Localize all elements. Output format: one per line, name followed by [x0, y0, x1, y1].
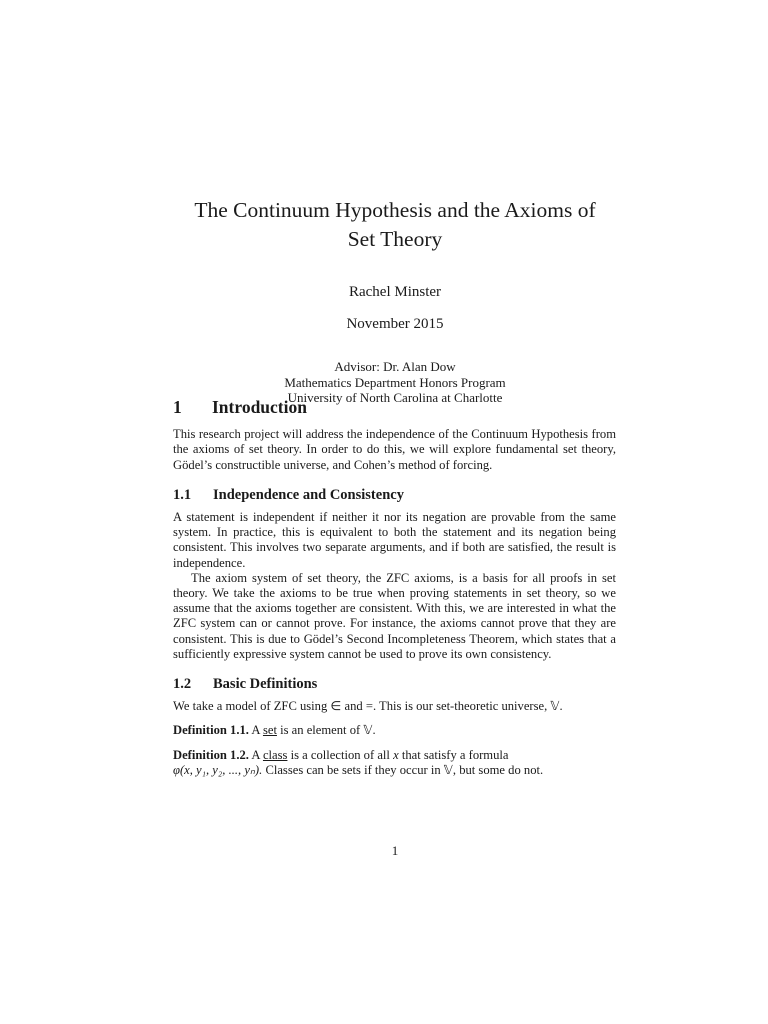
independence-paragraph-2: The axiom system of set theory, the ZFC axioms, is a basis for all proofs in set theory. We take the axioms to be true when proving statements in set theory, so we assume that the axioms together are consistent. With this, we are interested in what the ZFC system can or cannot prove. For instance, the axioms cannot prove that they are consistent. This is due to Gödel’s Second Incompleteness Theorem, which states that a sufficiently expressive system cannot be used to prove its own consistency.: [173, 570, 616, 661]
title-line-2: Set Theory: [347, 227, 443, 251]
defined-term-set: set: [262, 723, 277, 738]
section-title: Introduction: [212, 397, 307, 417]
definition-label: Definition 1.1.: [173, 723, 249, 738]
author: Rachel Minster: [348, 284, 442, 300]
title-block: [0, 196, 768, 406]
definitions-intro: We take a model of ZFC using ∈ and =. This is our set-theoretic universe, 𝕍.: [173, 699, 563, 714]
definition-1-2: [173, 748, 616, 778]
definition-text: Classes can be sets if they occur in 𝕍, but some do not.: [265, 762, 544, 777]
definition-1-1: [173, 723, 616, 738]
subsection-number: 1.1: [173, 486, 192, 503]
advisor-line: Advisor: Dr. Alan Dow: [334, 359, 456, 374]
section-number: 1: [173, 397, 182, 417]
definition-text: is an element of 𝕍.: [280, 723, 376, 738]
definition-text: A: [251, 747, 260, 762]
subsection-title: Basic Definitions: [213, 676, 318, 693]
page-number: 1: [391, 843, 399, 858]
program-line: Mathematics Department Honors Program: [284, 374, 506, 390]
date: November 2015: [346, 316, 444, 332]
defined-term-class: class: [262, 747, 288, 762]
subsection-heading-independence: [173, 488, 616, 503]
document-title: [0, 196, 768, 254]
definition-text: that satisfy a formula: [401, 747, 509, 762]
independence-paragraph-1: A statement is independent if neither it nor its negation are provable from the same system. In practice, this is equivalent to both the statement and its negation being consistent. This involves two separate arguments, and if both are satisfied, the result is independence.: [173, 510, 616, 570]
definition-text: A: [251, 723, 260, 738]
title-line-1: The Continuum Hypothesis and the Axioms of: [194, 198, 596, 222]
advisor-block: [0, 359, 768, 406]
intro-paragraph: This research project will address the independence of the Continuum Hypothesis from the axioms of set theory. In order to do this, we will explore fundamental set theory, Gödel’s constructible universe, and Cohen’s method of forcing.: [173, 427, 616, 472]
subsection-number: 1.2: [173, 676, 192, 693]
subsection-heading-definitions: [173, 677, 616, 692]
formula: φ(x, y₁, y₂, ..., yₙ).: [173, 762, 263, 777]
subsection-title: Independence and Consistency: [213, 486, 404, 503]
definition-text: is a collection of all: [290, 747, 390, 762]
university-line: University of North Carolina at Charlotte: [287, 390, 503, 405]
definition-label: Definition 1.2.: [173, 747, 249, 762]
variable-x: x: [393, 747, 399, 762]
